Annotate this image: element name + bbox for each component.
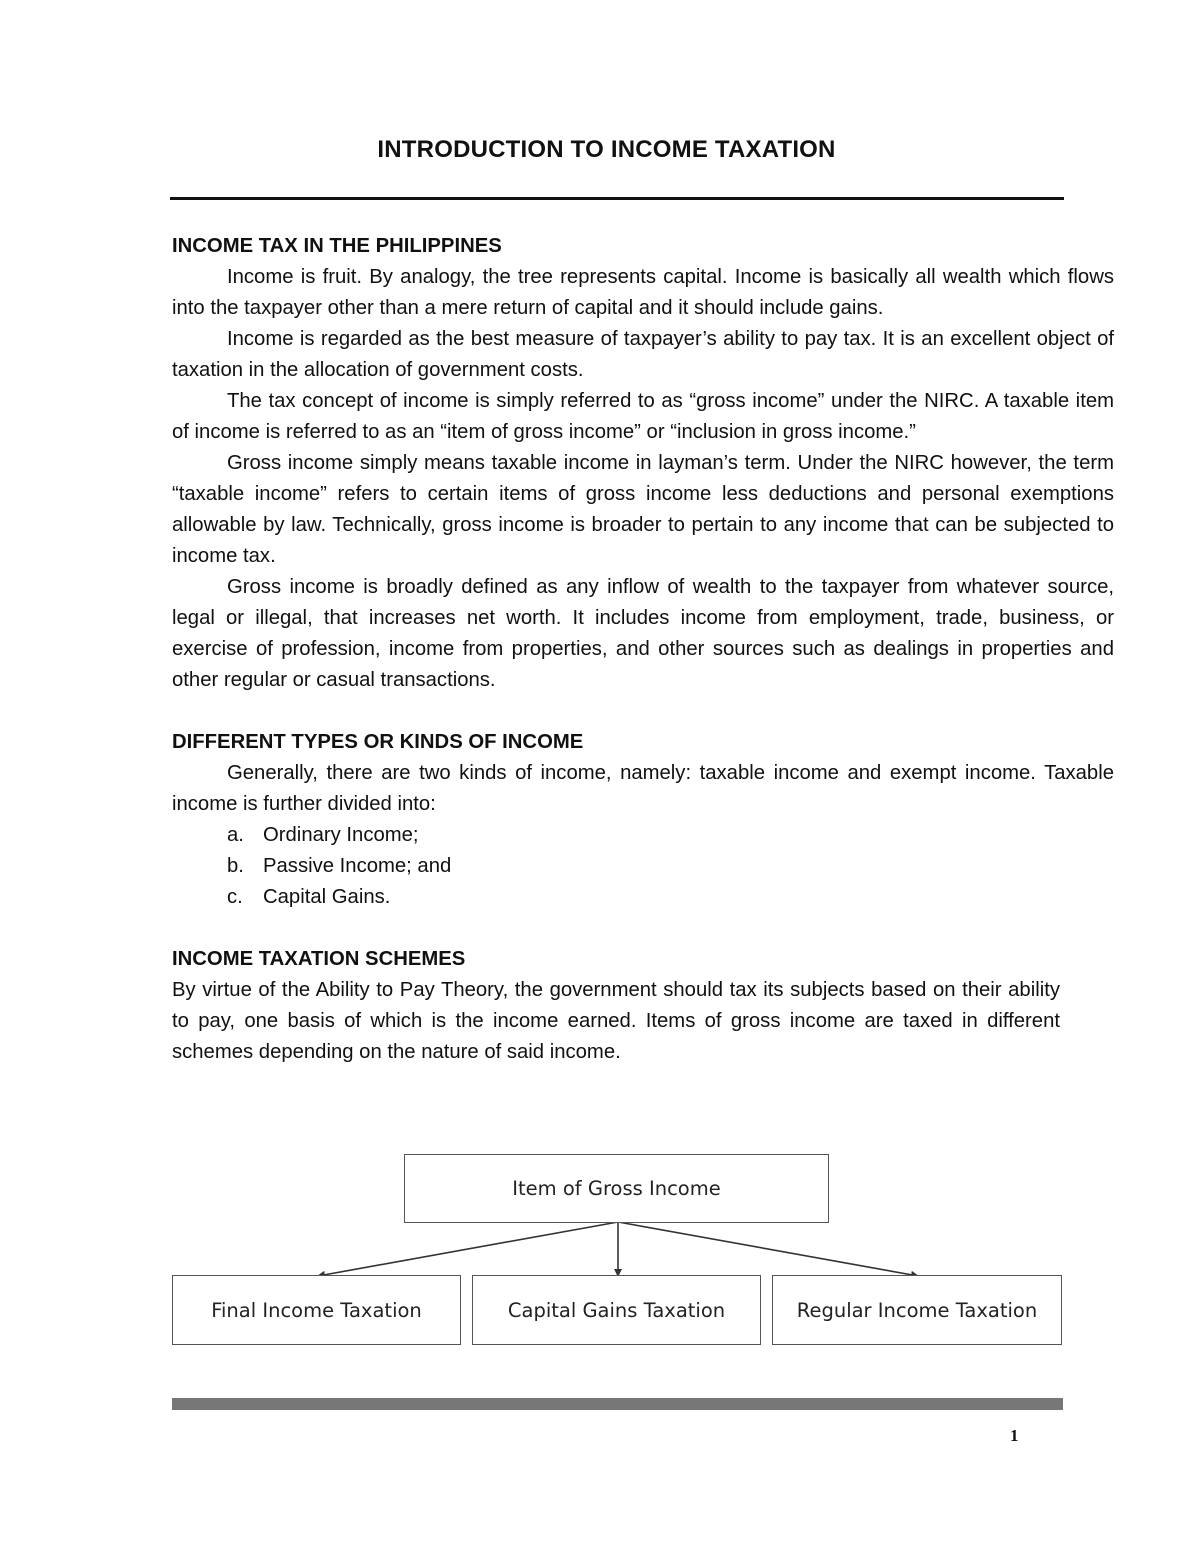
paragraph: Gross income simply means taxable income in layman’s term. Under the NIRC however, the term “taxable income” refers to certain items of gross income less deductions and personal exemptions allowable by law. Technically, gross income is broader to pertain to any income that can be subjected to income tax. [172, 452, 1114, 567]
section-heading-schemes: INCOME TAXATION SCHEMES [172, 948, 466, 970]
income-types-list [172, 820, 1114, 913]
paragraph: Gross income is broadly defined as any inflow of wealth to the taxpayer from whatever source, legal or illegal, that increases net worth. It includes income from employment, trade, business, or exercise of profession, income from properties, and other sources such as dealings in properties and other regular or casual transactions. [172, 576, 1114, 691]
diagram-box-capital-gains: Capital Gains Taxation [472, 1275, 761, 1345]
page-title: INTRODUCTION TO INCOME TAXATION [377, 136, 836, 163]
page-number: 1 [1010, 1426, 1019, 1445]
diagram-box-final-income: Final Income Taxation [172, 1275, 461, 1345]
list-item-text: Capital Gains. [263, 886, 391, 908]
paragraph: By virtue of the Ability to Pay Theory, the government should tax its subjects based on their ability to pay, one basis of which is the income earned. Items of gross income are taxed in different schemes depending on the nature of said income. [172, 979, 1060, 1063]
section-heading-types-of-income: DIFFERENT TYPES OR KINDS OF INCOME [172, 731, 584, 753]
diagram-root-box: Item of Gross Income [404, 1154, 829, 1223]
list-item [172, 851, 1114, 882]
paragraph: The tax concept of income is simply referred to as “gross income” under the NIRC. A taxable item of income is referred to as an “item of gross income” or “inclusion in gross income.” [172, 390, 1114, 443]
section-spacer [172, 913, 1114, 944]
list-item-text: Passive Income; and [263, 855, 452, 877]
title-divider [170, 197, 1064, 200]
diagram-box-regular-income: Regular Income Taxation [772, 1275, 1062, 1345]
connector-arrow-right [618, 1222, 918, 1276]
list-marker: b. [227, 855, 244, 877]
paragraph: Generally, there are two kinds of income, namely: taxable income and exempt income. Taxable income is further divided into: [172, 762, 1114, 815]
paragraph: Income is regarded as the best measure of taxpayer’s ability to pay tax. It is an excellent object of taxation in the allocation of government costs. [172, 328, 1114, 381]
connector-arrow-left [318, 1222, 618, 1276]
section-heading-income-tax-ph: INCOME TAX IN THE PHILIPPINES [172, 235, 502, 257]
list-marker: c. [227, 886, 243, 908]
list-item [172, 820, 1114, 851]
list-item-text: Ordinary Income; [263, 824, 419, 846]
paragraph: Income is fruit. By analogy, the tree represents capital. Income is basically all wealth which flows into the taxpayer other than a mere return of capital and it should include gains. [172, 266, 1114, 319]
section-spacer [172, 696, 1114, 727]
footer-divider [172, 1398, 1063, 1410]
list-item [172, 882, 1114, 913]
list-marker: a. [227, 824, 244, 846]
document-body [172, 231, 1114, 1068]
